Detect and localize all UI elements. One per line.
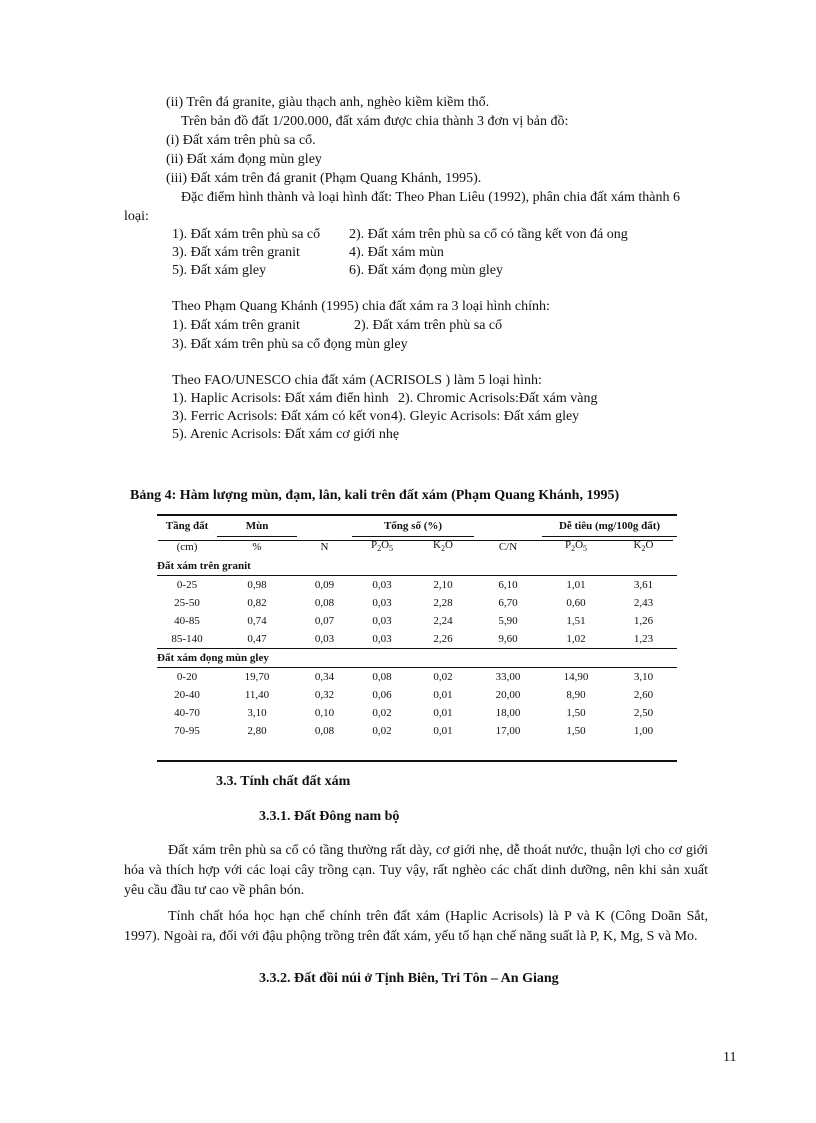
table-cell: 0,01 (433, 707, 453, 720)
list-item: 1). Đất xám trên phù sa cổ (172, 227, 321, 242)
text-line: loại: (124, 209, 149, 224)
section-title: Đất xám trên granit (157, 557, 677, 576)
list-item: 1). Haplic Acrisols: Đất xám điển hình (172, 391, 389, 406)
unit-cell: $K_2O$ (433, 539, 453, 554)
table-cell: 1,50 (566, 725, 586, 738)
header-tong-so: Tổng số (%) (352, 516, 474, 537)
table-cell: 0,06 (372, 689, 392, 702)
table-cell: 2,60 (633, 689, 654, 702)
list-item: 3). Đất xám trên phù sa cổ đọng mùn gley (172, 337, 408, 352)
table-cell: 0,47 (247, 633, 267, 646)
table-cell: 2,10 (433, 579, 453, 592)
unit-cell: $P_2O_5$ (370, 539, 394, 554)
table-row (157, 668, 677, 687)
list-item: 2). Đất xám trên phù sa cổ (354, 318, 503, 333)
table-row (157, 576, 677, 595)
table-cell: 0,02 (372, 725, 392, 738)
header-de-tieu: Dễ tiêu (mg/100g đất) (542, 516, 677, 537)
table-cell: 0,74 (247, 615, 267, 628)
table-cell: 3,61 (633, 579, 654, 592)
table-cell: 1,50 (566, 707, 586, 720)
text-line: Đặc điểm hình thành và loại hình đất: Theo Phan Liêu (1992), phân chia đất xám thành 6 (181, 190, 680, 205)
table-cell: 0,10 (314, 707, 335, 720)
text-line: Trên bản đồ đất 1/200.000, đất xám được chia thành 3 đơn vị bản đồ: (181, 114, 569, 129)
table-cell: 0,32 (314, 689, 335, 702)
table-cell: 85-140 (171, 633, 203, 646)
table-cell: 11,40 (244, 689, 270, 702)
text-line: Theo Phạm Quang Khánh (1995) chia đất xám ra 3 loại hình chính: (172, 299, 550, 314)
table-cell: 0,02 (433, 671, 453, 684)
body-paragraph (124, 841, 708, 901)
text-line: (iii) Đất xám trên đá granit (Phạm Quang Khánh, 1995). (166, 171, 482, 186)
table-cell: 2,26 (433, 633, 453, 646)
text-line: (ii) Trên đá granite, giàu thạch anh, nghèo kiềm kiềm thổ. (166, 95, 490, 110)
table-cell: 40-70 (174, 707, 200, 720)
table-cell: 2,43 (633, 597, 654, 610)
table-row (157, 704, 677, 722)
table-cell: 0,03 (372, 633, 392, 646)
table-caption: Bảng 4: Hàm lượng mùn, đạm, lân, kali trên đất xám (Phạm Quang Khánh, 1995) (130, 488, 620, 503)
list-item: 5). Đất xám gley (172, 263, 267, 278)
table-cell: 2,80 (247, 725, 267, 738)
body-paragraph (124, 907, 708, 947)
table-cell: 3,10 (247, 707, 267, 720)
table-cell: 20,00 (495, 689, 521, 702)
header-tang-dat: Tầng đất (165, 520, 209, 533)
table-row (157, 594, 677, 612)
table-unit-row (157, 537, 677, 558)
table-cell: 0,98 (247, 579, 267, 592)
table-cell: 2,28 (433, 597, 453, 610)
table-cell: 40-85 (174, 615, 200, 628)
section-title: Đất xám đọng mùn gley (157, 649, 677, 668)
unit-cell: C/N (498, 540, 518, 553)
table-cell: 19,70 (244, 671, 270, 684)
table-cell: 1,26 (633, 615, 654, 628)
list-item: 2). Chromic Acrisols:Đất xám vàng (398, 391, 598, 406)
page-number: 11 (723, 1050, 737, 1065)
table-cell: 18,00 (495, 707, 521, 720)
unit-cell: $K_2O$ (633, 539, 654, 554)
table-cell: 0,34 (314, 671, 335, 684)
table-cell: 6,10 (498, 579, 518, 592)
table-cell: 33,00 (495, 671, 521, 684)
table-cell: 2,50 (633, 707, 654, 720)
section-heading: 3.3. Tính chất đất xám (216, 774, 351, 789)
list-item: 3). Đất xám trên granit (172, 245, 300, 260)
table-cell: 8,90 (566, 689, 586, 702)
table-cell: 0,07 (314, 615, 335, 628)
table-cell: 9,60 (498, 633, 518, 646)
table-cell: 0,60 (566, 597, 586, 610)
section-row (157, 557, 677, 576)
table-cell: 1,02 (566, 633, 586, 646)
table-cell: 0,08 (372, 671, 392, 684)
list-item: 2). Đất xám trên phù sa cổ có tầng kết von đá ong (349, 227, 628, 242)
table-cell: 1,00 (633, 725, 654, 738)
table-cell: 2,24 (433, 615, 453, 628)
table-bottom-rule (157, 760, 677, 762)
table-row (157, 722, 677, 740)
table-cell: 0,09 (314, 579, 335, 592)
table-cell: 0-20 (176, 671, 198, 684)
table-cell: 1,01 (566, 579, 586, 592)
table-cell: 25-50 (174, 597, 200, 610)
table-cell: 0,82 (247, 597, 267, 610)
table-header-row (157, 516, 677, 537)
list-item: 1). Đất xám trên granit (172, 318, 300, 333)
text-line: Theo FAO/UNESCO chia đất xám (ACRISOLS ) làm 5 loại hình: (172, 373, 542, 388)
table-cell: 0,03 (314, 633, 335, 646)
table-cell: 20-40 (174, 689, 200, 702)
paragraph-text: Đất xám trên phù sa cổ có tầng thường rất dày, cơ giới nhẹ, dễ thoát nước, thuận lợi cho cơ giới hóa và thích hợp với các loại cây trồng cạn. Tuy vậy, rất nghèo các chất dinh dưỡng, nên khi sản xuất yêu cầu đầu tư cao về phân bón. (124, 843, 708, 898)
text-line: (i) Đất xám trên phù sa cổ. (166, 133, 316, 148)
unit-cell: $P_2O_5$ (564, 539, 588, 554)
table-cell: 0,01 (433, 689, 453, 702)
table-cell: 0,08 (314, 725, 335, 738)
list-item: 4). Gleyic Acrisols: Đất xám gley (391, 409, 580, 424)
header-mun: Mùn (217, 516, 297, 537)
list-item: 6). Đất xám đọng mùn gley (349, 263, 503, 278)
table-cell: 17,00 (495, 725, 521, 738)
paragraph-text: Tính chất hóa học hạn chế chính trên đất xám (Haplic Acrisols) là P và K (Công Doãn Sắt, 1997). Ngoài ra, đối với đậu phộng trồng trên đất xám, yếu tố hạn chế năng suất là P, K, Mg, S và Mo. (124, 909, 708, 944)
nutrient-table (157, 516, 677, 740)
list-item: 3). Ferric Acrisols: Đất xám có kết von (172, 409, 391, 424)
table-cell: 6,70 (498, 597, 518, 610)
unit-cell: (cm) (176, 540, 198, 553)
table-cell: 0,02 (372, 707, 392, 720)
table-cell: 0,08 (314, 597, 335, 610)
table-row (157, 686, 677, 704)
table-cell: 3,10 (633, 671, 654, 684)
list-item: 5). Arenic Acrisols: Đất xám cơ giới nhẹ (172, 427, 400, 442)
text-line: (ii) Đất xám đọng mùn gley (166, 152, 322, 167)
table-row (157, 612, 677, 630)
table-cell: 1,51 (566, 615, 586, 628)
unit-cell: % (252, 541, 262, 554)
table-cell: 70-95 (174, 725, 200, 738)
table-cell: 0,03 (372, 579, 392, 592)
table-cell: 0-25 (176, 579, 198, 592)
unit-cell: N (320, 540, 329, 553)
subsection-heading: 3.3.1. Đất Đông nam bộ (259, 809, 400, 824)
section-row (157, 649, 677, 668)
table-cell: 14,90 (563, 671, 589, 684)
subsection-heading: 3.3.2. Đất đồi núi ở Tịnh Biên, Tri Tôn – An Giang (259, 971, 559, 986)
table-cell: 5,90 (498, 615, 518, 628)
table-cell: 0,03 (372, 597, 392, 610)
table-row (157, 630, 677, 649)
list-item: 4). Đất xám mùn (349, 245, 444, 260)
table-cell: 0,01 (433, 725, 453, 738)
table-cell: 0,03 (372, 615, 392, 628)
table-cell: 1,23 (633, 633, 654, 646)
